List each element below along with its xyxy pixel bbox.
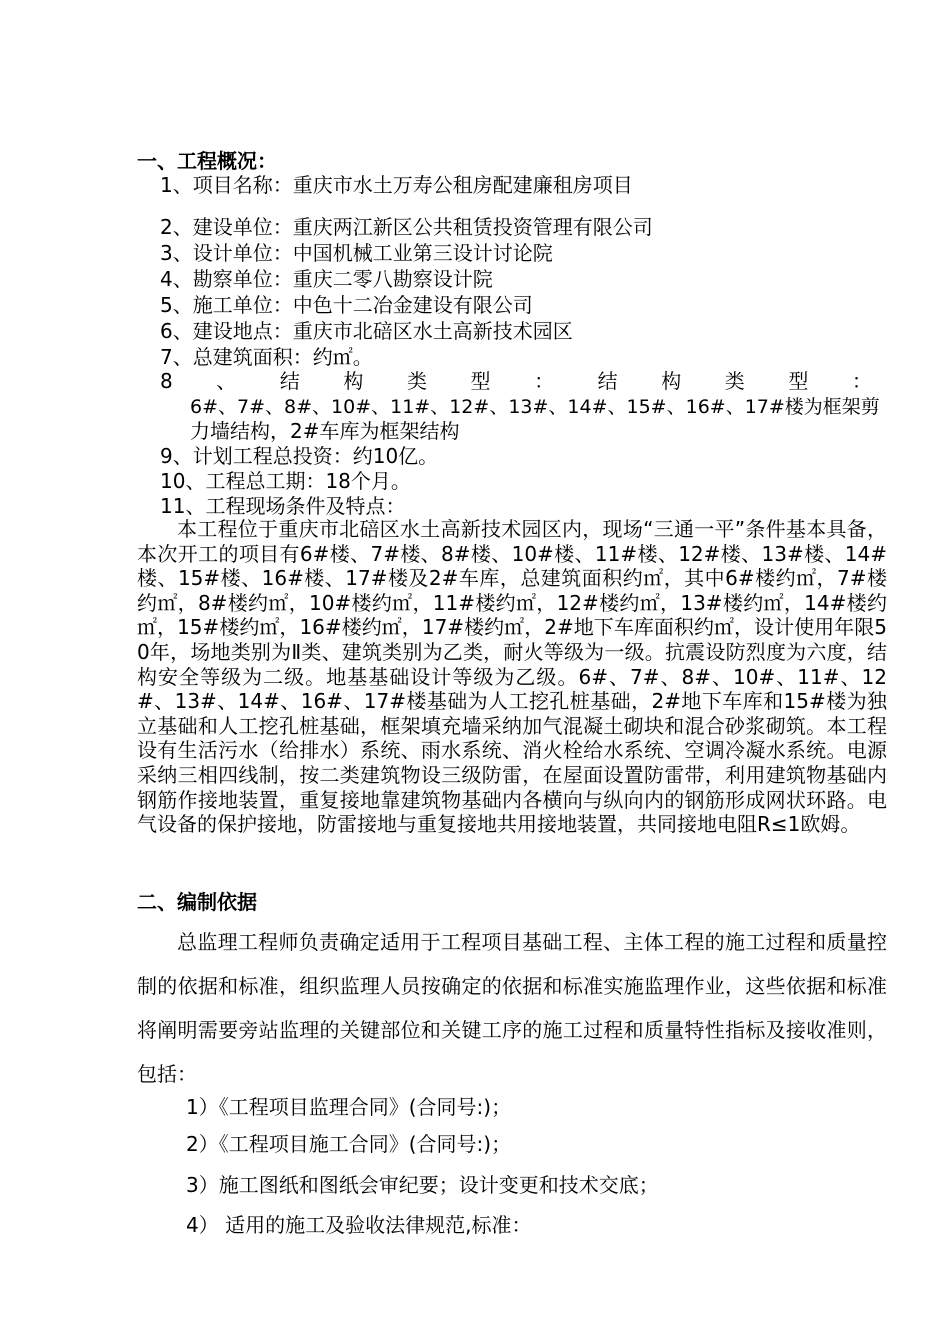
structure-token: 类: [724, 369, 745, 393]
item-designer: 3、设计单位：中国机械工业第三设计讨论院: [160, 241, 553, 265]
structure-token: ：: [851, 369, 872, 393]
basis-item-1: 1）《工程项目监理合同》(合同号:)；: [186, 1095, 512, 1119]
basis-item-2: 2）《工程项目施工合同》(合同号:)；: [186, 1132, 512, 1156]
structure-token: ：: [534, 369, 555, 393]
item-structure-type-line3: 力墙结构，2#车库为框架结构: [190, 419, 460, 443]
item-structure-type-line2: 6#、7#、8#、10#、11#、12#、13#、14#、15#、16#、17#楼为框架剪: [190, 396, 880, 418]
item-location: 6、建设地点：重庆市北碚区水土高新技术园区: [160, 319, 573, 343]
structure-token: 型: [470, 369, 491, 393]
structure-token: 8: [160, 369, 173, 393]
item-site-conditions: 11、工程现场条件及特点：: [160, 494, 406, 518]
structure-token: 构: [661, 369, 682, 393]
basis-item-4: 4） 适用的施工及验收法律规范,标准：: [186, 1213, 532, 1237]
structure-token: 类: [406, 369, 427, 393]
item-owner: 2、建设单位：重庆两江新区公共租赁投资管理有限公司: [160, 215, 653, 239]
structure-token: 型: [788, 369, 809, 393]
item-surveyor: 4、勘察单位：重庆二零八勘察设计院: [160, 267, 493, 291]
item-structure-type-heading: [160, 368, 872, 394]
structure-token: 构: [343, 369, 364, 393]
site-conditions-paragraph: 本工程位于重庆市北碚区水土高新技术园区内，现场“三通一平”条件基本具备，本次开工的项目有6#楼、7#楼、8#楼、10#楼、11#楼、12#楼、13#楼、14#楼、15#楼、16#楼、17#楼及2#车库，总建筑面积约㎡，其中6#楼约㎡，7#楼约㎡，8#楼约㎡，10#楼约㎡，11#楼约㎡，12#楼约㎡，13#楼约㎡，14#楼约㎡，15#楼约㎡，16#楼约㎡，17#楼约㎡，2#地下车库面积约㎡，设计使用年限50年，场地类别为Ⅱ类、建筑类别为乙类，耐火等级为一级。抗震设防烈度为六度，结构安全等级为二级。地基基础设计等级为乙级。6#、7#、8#、10#、11#、12#、13#、14#、16#、17#楼基础为人工挖孔桩基础，2#地下车库和15#楼为独立基础和人工挖孔桩基础，框架填充墙采纳加气混凝土砌块和混合砂浆砌筑。本工程设有生活污水（给排水）系统、雨水系统、消火栓给水系统、空调冷凝水系统。电源采纳三相四线制，按二类建筑物设三级防雷，在屋面设置防雷带，利用建筑物基础内钢筋作接地装置，重复接地靠建筑物基础内各横向与纵向内的钢筋形成网状环路。电气设备的保护接地，防雷接地与重复接地共用接地装置，共同接地电阻R≤1欧姆。: [137, 517, 887, 837]
section1-heading: 一、工程概况：: [137, 149, 277, 173]
structure-token: 、: [216, 369, 237, 393]
basis-paragraph: 总监理工程师负责确定适用于工程项目基础工程、主体工程的施工过程和质量控制的依据和标准，组织监理人员按确定的依据和标准实施监理作业，这些依据和标准将阐明需要旁站监理的关键部位和关键工序的施工过程和质量特性指标及接收准则，包括：: [137, 930, 887, 1086]
item-contractor: 5、施工单位：中色十二冶金建设有限公司: [160, 293, 533, 317]
structure-token: 结: [279, 369, 300, 393]
item-project-name: 1、项目名称：重庆市水土万寿公租房配建廉租房项目: [160, 173, 633, 197]
section2-heading: 二、编制依据: [137, 890, 257, 914]
item-investment: 9、计划工程总投资：约10亿。: [160, 444, 439, 468]
basis-item-3: 3）施工图纸和图纸会审纪要；设计变更和技术交底；: [186, 1173, 659, 1197]
item-duration: 10、工程总工期：18个月。: [160, 469, 411, 493]
structure-token: 结: [597, 369, 618, 393]
item-total-area: 7、总建筑面积：约㎡。: [160, 345, 373, 369]
